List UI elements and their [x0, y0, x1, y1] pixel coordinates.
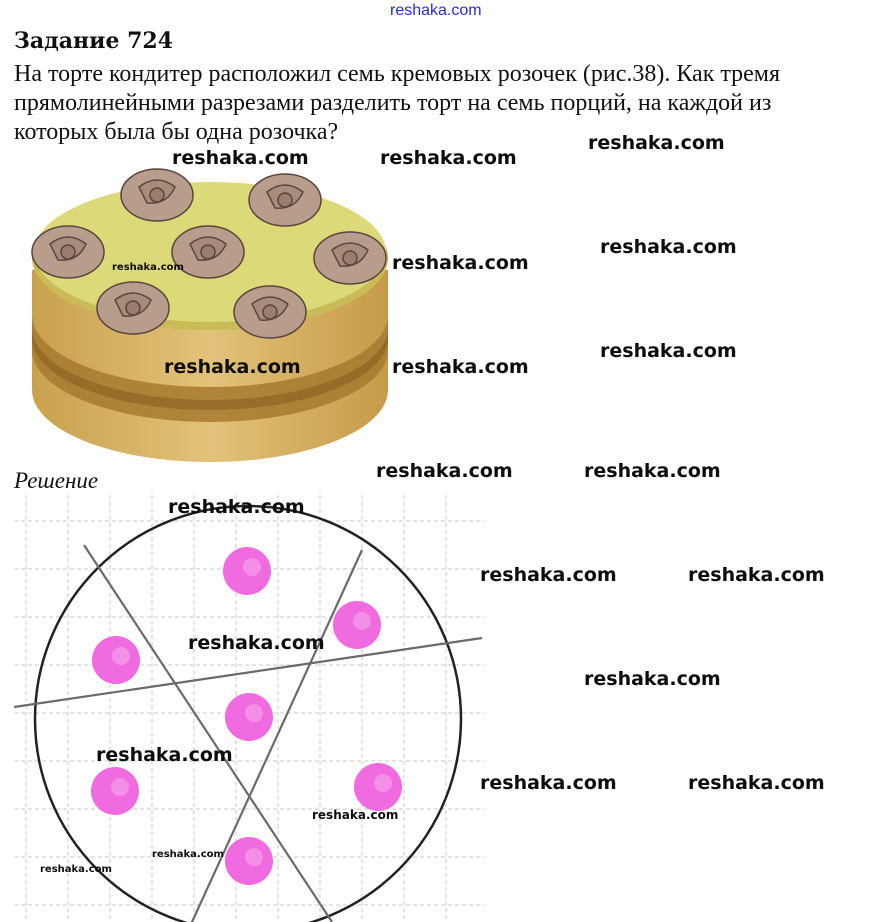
problem-text — [14, 60, 874, 147]
watermark: reshaka.com — [112, 262, 184, 273]
problem-line: прямолинейными разрезами разделить торт на семь порций, на каждой из — [14, 90, 772, 116]
watermark: reshaka.com — [584, 460, 721, 482]
cake-illustration — [20, 150, 400, 470]
watermark: reshaka.com — [152, 849, 224, 860]
watermark: reshaka.com — [188, 632, 325, 654]
watermark: reshaka.com — [380, 147, 517, 169]
solution-diagram — [14, 495, 484, 922]
watermark: reshaka.com — [312, 808, 399, 822]
watermark: reshaka.com — [688, 772, 825, 794]
watermark: reshaka.com — [688, 564, 825, 586]
watermark: reshaka.com — [96, 744, 233, 766]
problem-line: которых была бы одна розочка? — [14, 119, 339, 145]
watermark: reshaka.com — [392, 252, 529, 274]
watermark: reshaka.com — [480, 772, 617, 794]
task-title: Задание 724 — [14, 28, 174, 54]
watermark: reshaka.com — [600, 340, 737, 362]
problem-line: На торте кондитер расположил семь кремовых розочек (рис.38). Как тремя — [14, 61, 781, 87]
watermark: reshaka.com — [480, 564, 617, 586]
watermark: reshaka.com — [376, 460, 513, 482]
watermark: reshaka.com — [168, 496, 305, 518]
watermark: reshaka.com — [164, 356, 301, 378]
site-url-header[interactable]: reshaka.com — [390, 2, 482, 19]
watermark: reshaka.com — [392, 356, 529, 378]
solution-label: Решение — [14, 468, 99, 493]
watermark: reshaka.com — [584, 668, 721, 690]
watermark: reshaka.com — [588, 132, 725, 154]
watermark: reshaka.com — [172, 147, 309, 169]
watermark: reshaka.com — [600, 236, 737, 258]
watermark: reshaka.com — [40, 864, 112, 875]
